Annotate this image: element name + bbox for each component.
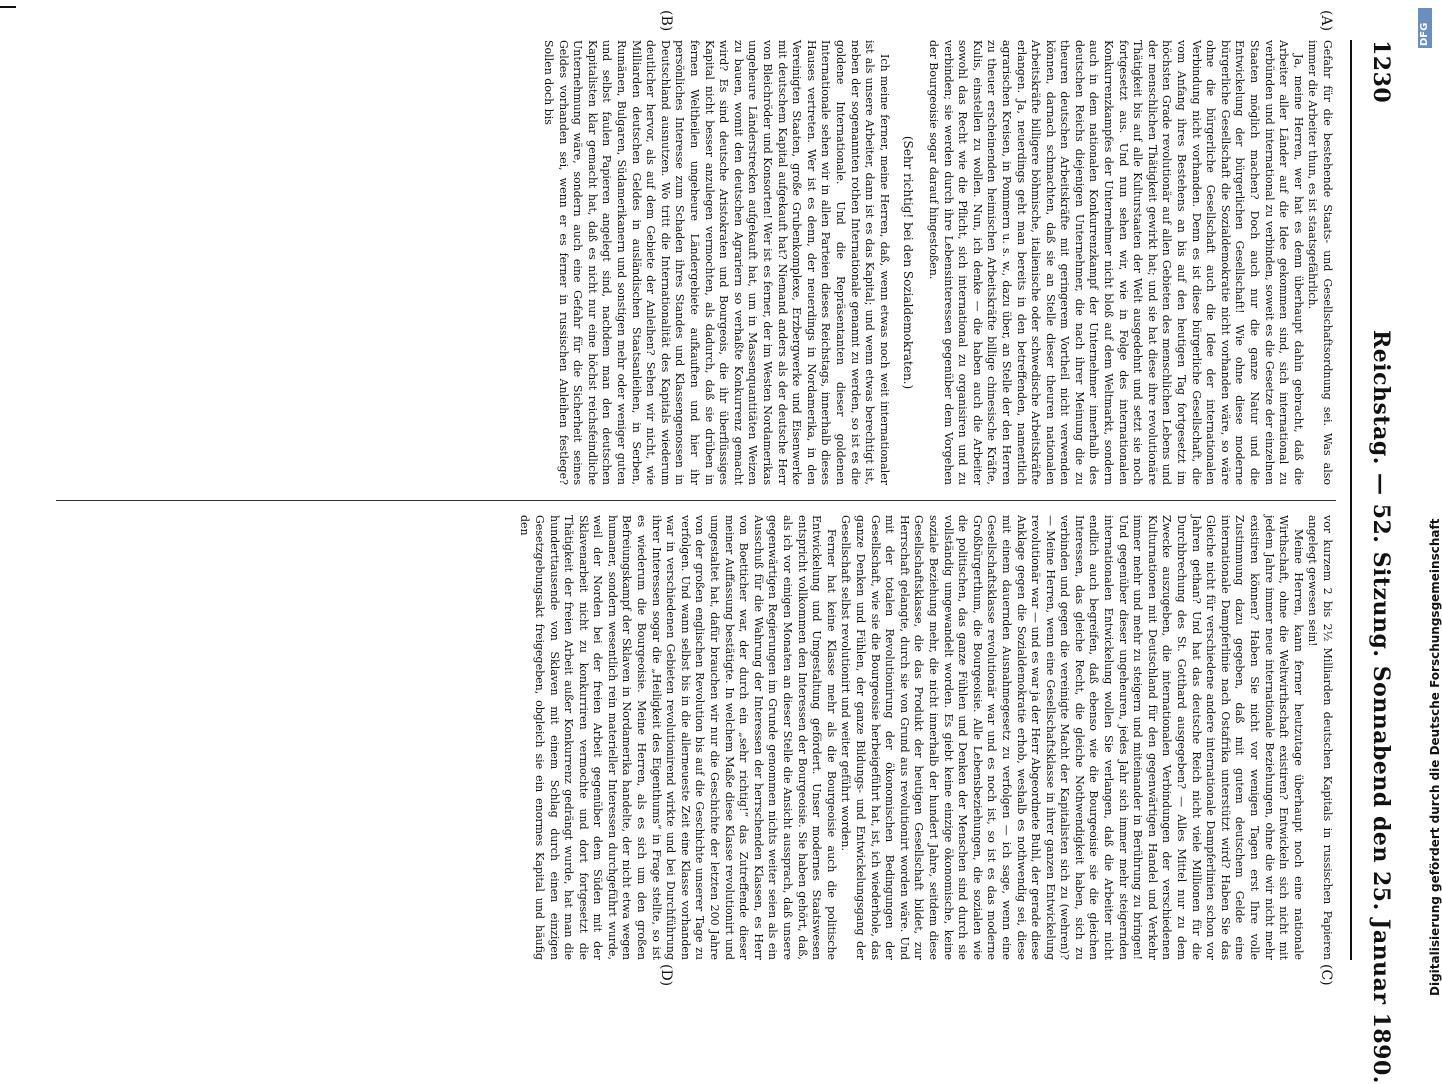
paragraph: Ich meine ferner, meine Herren, daß, wenn etwas noch weit internationaler ist als unsere Arbeiter, dann ist es das Kapital; und wenn etwas berechtigt ist, neben der sogenannten rothen Internationale genannt zu werden, so ist es die goldene Internationale. Und die Repräsentanten dieser goldenen Internationale sehen wir in allen Parteien dieses Reichstags, innerhalb dieses Hauses vertreten. Wer ist es denn, der neuerdings in Nordamerika, in den Vereinigten Staaten, große Grubenkomplexe, Erzbergwerke und Eisenwerke mit deutschem Kapital aufgekauft hat? Niemand anders als der deutsche Herr von Bleichröder und Konsorten! Wer ist es ferner, der im Westen Nordamerikas ungeheure Länderstrecken aufgekauft hat, um in Massenquantitäten Weizen zu bauen, womit den deutschen Agrariern so verhaßte Konkurrenz gemacht wird? Es sind deutsche Aristokraten und Bourgeois, die ihr überflüssiges Kapital nicht besser anzulegen vermochten, als dadurch, daß sie drüben in fernen Weltheilen ungeheure Ländergebiete aufkauften und hier ihr persönliches Interesse zum Schaden ihres Standes und Klassengenossen in Deutschland ausnutzen. Wo tritt die Internationalität des Kapitals wiederum deutlicher hervor, als auf dem Gebiete der Anleihen? Sehen wir nicht, wie Milliarden deutschen Geldes in ausländischen Staatsanleihen, in Serben, Rumänen, Bulgaren, Südamerikanern und sonstigen mehr oder weniger guten und selbst faulen Papieren angelegt sind, nachdem man den deutschen Kapitalisten klar gemacht hat, daß es nicht nur eine höchst reichsfeindliche Unternehmung wäre, sondern auch eine Gefahr für die Sicherheit seines Geldes vorhanden sei, wenn er es ferner in russischen Anleihen festlege? Sollen doch bis [542, 40, 891, 485]
paragraph: Meine Herren, kann ferner heutzutage überhaupt noch eine nationale Wirthschaft, ohne die Weltwirthschaft existiren? Entwickeln sich nicht mit jedem Jahre immer neue internationale Beziehungen, ohne die wir nicht mehr existiren können? Haben Sie nicht vor wenigen Tagen erst Ihre volle Zustimmung dazu gegeben, daß mit gutem deutschem Gelde eine internationale Dampferlinie nach Ostafrika unterstützt wird? Haben Sie das Gleiche nicht für verschiedene andere internationale Dampferlinien schon vor Jahren gethan? Und hat das deutsche Reich nicht viele Millionen für die Durchbrechung des St. Gotthard ausgegeben? — Alles Mittel nur zu dem Zwecke auszugeben, die internationalen Verbindungen der verschiedenen Kulturnationen mit Deutschland für den gegenwärtigen Handel und Verkehr immer mehr und mehr zu steigern und miteinander in Berührung zu bringen! Und gegenüber dieser ungeheuren, jedes Jahr sich immer mehr steigernden internationalen Entwickelung wollen Sie verlangen, daß die Arbeiter nicht endlich auch begreifen, daß ebenso wie die Bourgeoisie sie die gleichen Interessen, das gleiche Recht, die gleiche Nothwendigkeit haben, sich zu verbinden und gegen die vereinigte Macht der Kapitalisten sich zu (wehren)? — Meine Herren, wenn eine Gesellschaftsklasse in ihrer ganzen Entwickelung revolutionär war — und es war ja der Herr Abgeordnete Buhl, der gerade diese Anklage gegen die Sozialdemokratie erhob, weshalb es nothwendig sei, diese mit einem dauernden Ausnahmegesetz zu verfolgen — ich sage, wenn eine Gesellschaftsklasse revolutionär war und es noch ist, so ist es das moderne Großbürgerthum, die Bourgeoisie. Alle Lebensbeziehungen, die sozialen wie die politischen, das ganze Fühlen und Denken der Menschen sind durch sie vollständig umgewandelt worden. Es giebt keine einzige ökonomische, keine soziale Beziehung mehr, die nicht innerhalb der hundert Jahre, seitdem diese Gesellschaftsklasse, die das Produkt der heutigen Gesellschaft bildet, zur Herrschaft gelangte, durch sie von Grund aus revolutionirt worden wäre. Und mit der totalen Revolutionirung der ökonomischen Bedingungen der Gesellschaft, wie sie die Bourgeoisie herbeigeführt hat, ist, ich wiederhole, das ganze Denken und Fühlen, der ganze Bildungs- und Entwickelungsgang der Gesellschaft selbst revolutionirt und weiter geführt worden. [839, 515, 1305, 960]
margin-marker-c: (C) [1318, 964, 1334, 986]
paragraph: Ja, meine Herren, wer hat es denn überhaupt dahin gebracht, daß die Arbeiter aller Länder auf die Idee gekommen sind, sich international zu verbünden und international zu verbinden, soweit es die Gesetze der einzelnen Staaten möglich machen? Doch auch nur die ganze Natur und die Entwickelung der bürgerlichen Gesellschaft! Wie ohne diese moderne bürgerliche Gesellschaft die Sozialdemokratie nicht vorhanden wäre, so wäre ohne die bürgerliche Gesellschaft auch die Idee der internationalen Verbindung nicht vorhanden. Denn es ist diese bürgerliche Gesellschaft, die vom Anfang ihres Bestehens an bis auf den heutigen Tag fortgesetzt im höchsten Grade revolutionär auf allen Gebieten des menschlichen Lebens und der menschlichen Thätigkeit gewirkt hat; und sie hat diese ihre revolutionäre Thätigkeit bis auf alle Kulturstaaten der Welt ausgedehnt und setzt sie noch fortgesetzt aus. Und nun sehen wir, wie in Folge des internationalen Konkurrenzkampfes der Unternehmer nicht bloß auf dem Weltmarkt, sondern auch in dem nationalen Konkurrenzkampf der Unternehmer innerhalb des deutschen Reichs diejenigen Unternehmer, die nach ihrer Meinung die zu theuren deutschen Arbeitskräfte mit geringerem Vortheil nicht verwenden können, darnach schmachten, daß sie an Stelle dieser theuren nationalen Arbeitskräfte billigere böhmische, italienische oder schwedische Arbeitskräfte erlangen. Ja, neuerdings geht man bereits in den betreffenden, namentlich agrarischen Kreisen, in Pommern u. s. w., dazu über, an Stelle der den Herren zu theuer erscheinenden heimischen Arbeitskräfte billige chinesische Kräfte, Kulis, einstellen zu wollen. Nun, ich denke — die haben auch die Arbeiter sowohl das Recht wie die Pflicht, sich international zu organisiren und zu verbinden; sie werden durch ihre Lebensinteressen gegenüber dem Vorgehen der Bourgeoisie sogar darauf hingestoßen. [926, 40, 1305, 485]
page-title: Reichstag. — 52. Sitzung. Sonnabend den 25. Januar 1890. [1368, 330, 1394, 1084]
margin-marker-b: (B) [658, 10, 674, 32]
interjection: (Sehr richtig! bei den Sozialdemokraten.) [901, 135, 916, 390]
dfg-logo: DFG [1418, 8, 1432, 48]
column-divider [56, 500, 1336, 501]
digitization-note: Digitalisierung gefördert durch die Deutsche Forschungsgemeinschaft [1428, 518, 1442, 996]
left-text-column [541, 40, 1334, 485]
right-text-column [517, 515, 1334, 960]
paragraph: Gefahr für die bestehende Staats- und Gesellschaftsordnung sei. Was also immer die Arbeiter thun, es ist staatsgefährlich. [1306, 40, 1334, 485]
page-number: 1230 [1368, 40, 1394, 104]
paragraph: vor kurzem 2 bis 2½ Milliarden deutschen Kapitals in russischen Papieren angelegt gewesen sein! [1306, 515, 1334, 960]
margin-marker-d: (D) [658, 964, 674, 987]
newspaper-page [16, 0, 1416, 1084]
margin-marker-a: (A) [1318, 10, 1334, 32]
paragraph: Ferner hat keine Klasse mehr als die Bourgeoisie auch die politische Entwickelung und Umgestaltung gefördert. Unser modernes Staatswesen entspricht vollkommen den Interessen der Bourgeoisie. Sie haben gehört, daß, als ich vor einigen Monaten an dieser Stelle die Ansicht aussprach, daß unsere gegenwärtigen Regierungen im Grunde genommen nichts weiter seien als ein Ausschuß für die Wahrung der Interessen der herrschenden Klassen, es Herr von Boetticher war, der durch ein „sehr richtig!“ das Zutreffende dieser meiner Auffassung bestätigte. In welchem Maße diese Klasse revolutionirt und umgestaltet hat, dafür brauchen wir nur die Geschichte der letzten 200 Jahre von der großen englischen Revolution bis auf die Geschichte unserer Tage zu verfolgen. Und wann selbst bis in die allerneueste Zeit eine Klasse vorhanden war in verschiedenen Gebieten revolutionirend wirkte und bei Durchführung ihrer Interessen sogar die „Heiligkeit des Eigenthums“ in Frage stellte, so ist es wiederum die Bourgeoisie. Meine Herren, als es sich um den großen Befreiungskampf der Sklaven in Nordamerika handelte, der nicht etwa wegen humaner, sondern wesentlich rein materieller Interessen durchgeführt wurde, weil der Norden bei der freien Arbeit gegenüber dem Süden mit der Sklavenarbeit nicht zu konkurriren vermochte und dort fortgesetzt die Thätigkeit der freien Arbeit außer Konkurrenz gedrängt wurde, hat man die hunderttausende von Sklaven mit einem Schlag durch einen einzigen Gesetzgebungsakt freigegeben, obgleich sie ein enormes Kapital und häufig den [518, 515, 838, 960]
header-rule [1350, 40, 1352, 960]
